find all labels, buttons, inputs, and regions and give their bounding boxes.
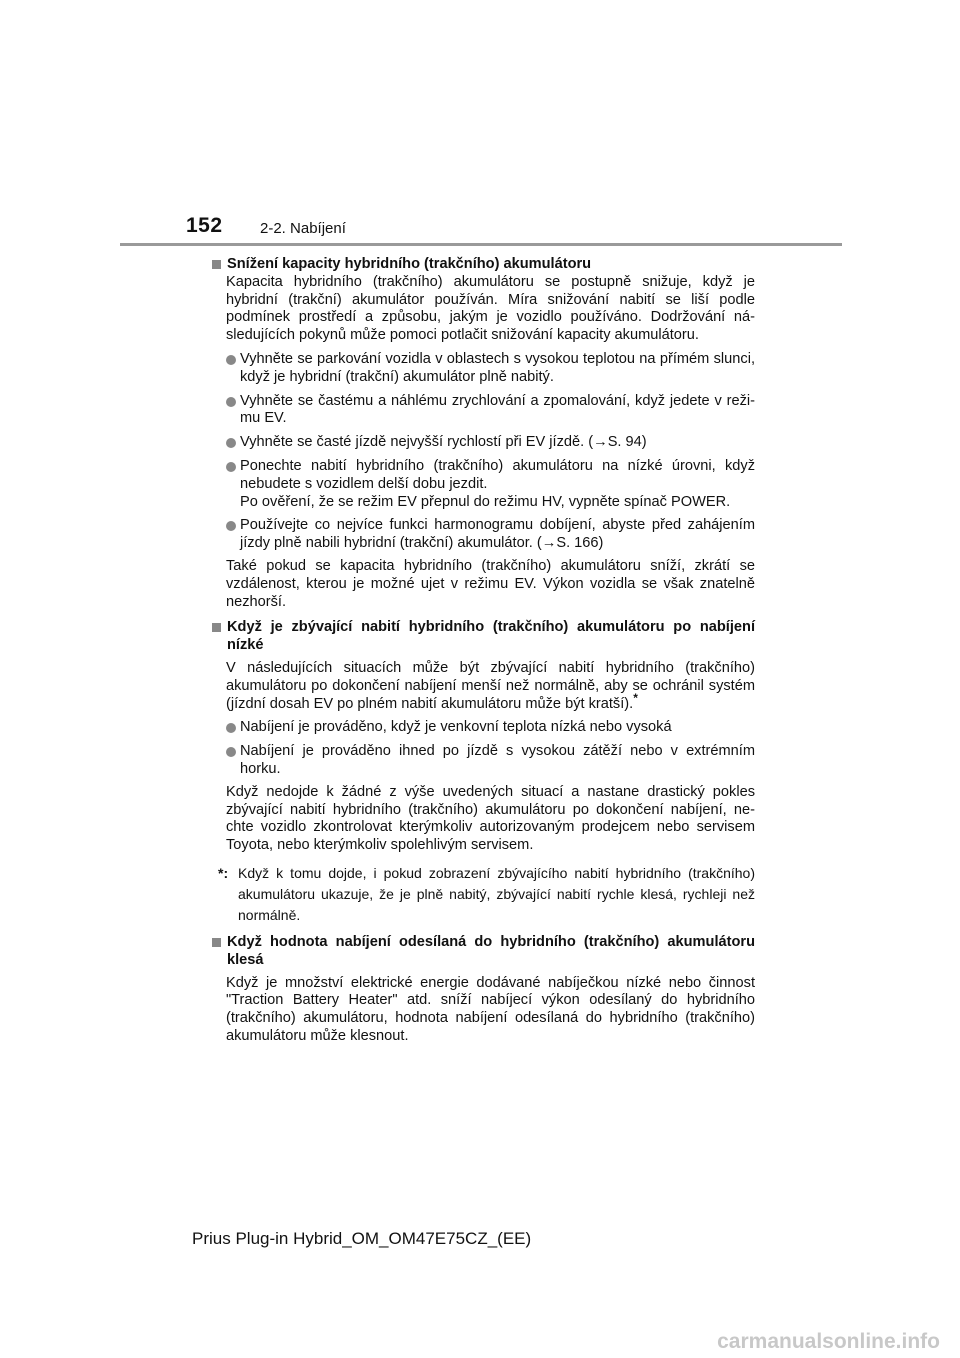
- list-item: Vyhněte se parkování vozidla v oblastech s vysokou teplotou na přímém slunci, když je hybridní (trakční) akumulátor plně nabitý.: [226, 351, 755, 387]
- square-bullet-icon: [212, 260, 221, 269]
- square-bullet-icon: [212, 938, 221, 947]
- circle-bullet-icon: [226, 747, 236, 757]
- circle-bullet-icon: [226, 438, 236, 448]
- paragraph: Když nedojde k žádné z výše uvedených situací a nastane drastický pokles zbývající nabití hybridního (trakčního) akumulátoru po dokončení nabíjení, ne-chte vozidlo zkontrolovat kterýmkoliv autorizovaným prodejcem nebo servisem Toyota, nebo kterýmkoliv spolehlivým servisem.: [226, 783, 755, 854]
- list-item: Vyhněte se časté jízdě nejvyšší rychlostí při EV jízdě. (→S. 94): [226, 434, 755, 452]
- circle-bullet-icon: [226, 521, 236, 531]
- list-item: Ponechte nabití hybridního (trakčního) akumulátoru na nízké úrovni, když nebudete s vozidlem delší dobu jezdit. Po ověření, že se režim EV přepnul do režimu HV, vypněte spínač POWER.: [226, 458, 755, 511]
- circle-bullet-icon: [226, 462, 236, 472]
- heading-charge-value-drops: Když hodnota nabíjení odesílaná do hybridního (trakčního) akumulátoru klesá: [210, 934, 755, 970]
- paragraph: Kapacita hybridního (trakčního) akumulátoru se postupně snižuje, když je hybridní (trakční) akumulátor používán. Míra snižování nabití se liší podle podmínek prostředí a způsobu, jakým je vozidlo používáno. Dodržování ná-sledujících pokynů může pomoci potlačit snižování kapacity akumulátoru.: [226, 273, 755, 344]
- list-item: Nabíjení je prováděno, když je venkovní teplota nízká nebo vysoká: [226, 719, 755, 737]
- circle-bullet-icon: [226, 397, 236, 407]
- page-number: 152: [186, 214, 223, 237]
- footer-doc-id: Prius Plug-in Hybrid_OM_OM47E75CZ_(EE): [192, 1229, 532, 1248]
- circle-bullet-icon: [226, 355, 236, 365]
- section-title: 2-2. Nabíjení: [260, 220, 346, 237]
- circle-bullet-icon: [226, 723, 236, 733]
- paragraph: Když je množství elektrické energie dodávané nabíječkou nízké nebo činnost "Traction Battery Heater" atd. sníží nabíjecí výkon odesílaný do hybridního (trakčního) akumulátoru, hodnota nabíjení odesílaná do hybridního (trakčního) akumulátoru může klesnout.: [226, 974, 755, 1044]
- header-rule: [120, 243, 842, 246]
- heading-low-remaining-charge: Když je zbývající nabití hybridního (trakčního) akumulátoru po nabíjení nízké: [210, 619, 755, 655]
- heading-capacity-reduction: Snížení kapacity hybridního (trakčního) akumulátoru: [210, 256, 755, 274]
- footnote-mark: *: [633, 690, 638, 705]
- square-bullet-icon: [212, 623, 221, 632]
- paragraph: V následujících situacích může být zbývající nabití hybridního (trakčního) akumulátoru po dokončení nabíjení menší než normálně, aby se ochránil systém (jízdní dosah EV po plném nabití akumulátoru může být kratší).*: [226, 659, 755, 712]
- list-item: Používejte co nejvíce funkci harmonogramu dobíjení, abyste před zahájením jízdy plně nabili hybridní (trakční) akumulátor. (→S. 166): [226, 517, 755, 553]
- paragraph: Také pokud se kapacita hybridního (trakčního) akumulátoru sníží, zkrátí se vzdálenost, kterou je možné ujet v režimu EV. Výkon vozidla se však znatelně nezhorší.: [226, 557, 755, 610]
- footnote: *: Když k tomu dojde, i pokud zobrazení zbývajícího nabití hybridního (trakčního) akumulátoru ukazuje, že je plně nabitý, zbývající nabití rychle klesá, rychleji než normálně.: [218, 864, 755, 923]
- watermark: carmanualsonline.info: [717, 1330, 940, 1353]
- page-content: [210, 256, 755, 1046]
- list-item: Nabíjení je prováděno ihned po jízdě s vysokou zátěží nebo v extrémním horku.: [226, 743, 755, 779]
- list-item: Vyhněte se častému a náhlému zrychlování a zpomalování, když jedete v reži-mu EV.: [226, 393, 755, 429]
